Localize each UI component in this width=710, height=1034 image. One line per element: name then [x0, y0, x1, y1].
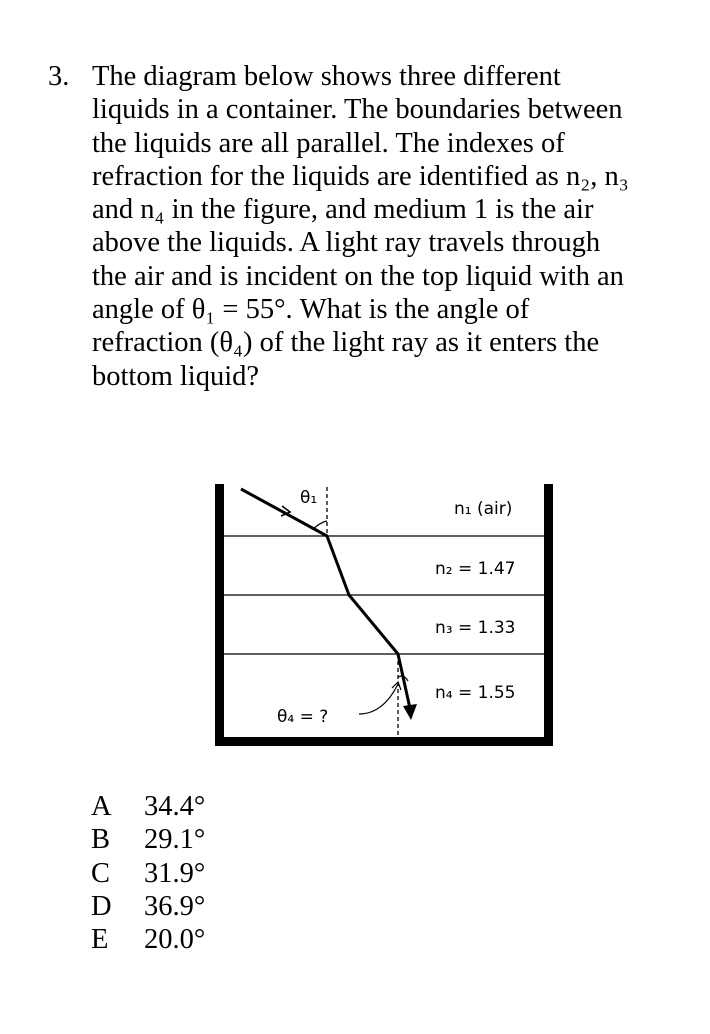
choice-letter: A: [91, 791, 112, 822]
question-line: bottom liquid?: [92, 360, 260, 392]
choice-d[interactable]: [91, 890, 205, 923]
question-line: The diagram below shows three different: [92, 61, 561, 92]
choice-value: 31.9°: [144, 857, 206, 889]
refraction-diagram-svg: [211, 482, 557, 748]
question-text: [92, 60, 692, 393]
choice-value: 29.1°: [144, 824, 206, 856]
layer-label-n2: n₂ = 1.47: [435, 559, 516, 579]
question-line: angle of θ₁ = 55°. What is the angle of: [92, 294, 530, 326]
light-ray: [241, 489, 411, 713]
theta1-label: θ₁: [300, 488, 318, 508]
question-line: above the liquids. A light ray travels through: [92, 227, 601, 259]
question-line: refraction (θ₄) of the light ray as it enters the: [92, 327, 600, 359]
light-ray-arrowhead: [403, 704, 417, 720]
layer-label-n4: n₄ = 1.55: [435, 683, 516, 703]
choice-letter: D: [91, 890, 112, 922]
question-line: refraction for the liquids are identified as n₂, n₃: [92, 160, 629, 192]
choice-letter: E: [91, 924, 109, 956]
choice-value: 20.0°: [144, 924, 206, 956]
choice-letter: B: [91, 824, 111, 856]
choice-letter: C: [91, 857, 111, 889]
question-line: liquids in a container. The boundaries between: [92, 94, 623, 126]
theta1-arc: [313, 521, 327, 529]
choice-c[interactable]: [91, 857, 205, 890]
theta4-label: θ₄ = ?: [277, 707, 329, 727]
answer-choices: [91, 790, 205, 956]
container-bottom: [215, 737, 553, 746]
container-left-wall: [215, 484, 224, 746]
question-line: the air and is incident on the top liquid with an: [92, 260, 624, 292]
layer-label-n1: n₁ (air): [454, 499, 513, 519]
choice-e[interactable]: [91, 923, 205, 956]
container-right-wall: [544, 484, 553, 746]
question-line: the liquids are all parallel. The indexes of: [92, 127, 565, 159]
question-number: 3.: [48, 61, 70, 92]
theta4-pointer: [359, 684, 398, 714]
choice-a[interactable]: [91, 790, 205, 823]
choice-value: 34.4°: [144, 791, 206, 822]
layer-label-n3: n₃ = 1.33: [435, 618, 516, 638]
choice-value: 36.9°: [144, 890, 206, 922]
question-line: and n₄ in the figure, and medium 1 is the air: [92, 194, 594, 226]
choice-b[interactable]: [91, 823, 205, 856]
refraction-diagram: [211, 482, 557, 748]
